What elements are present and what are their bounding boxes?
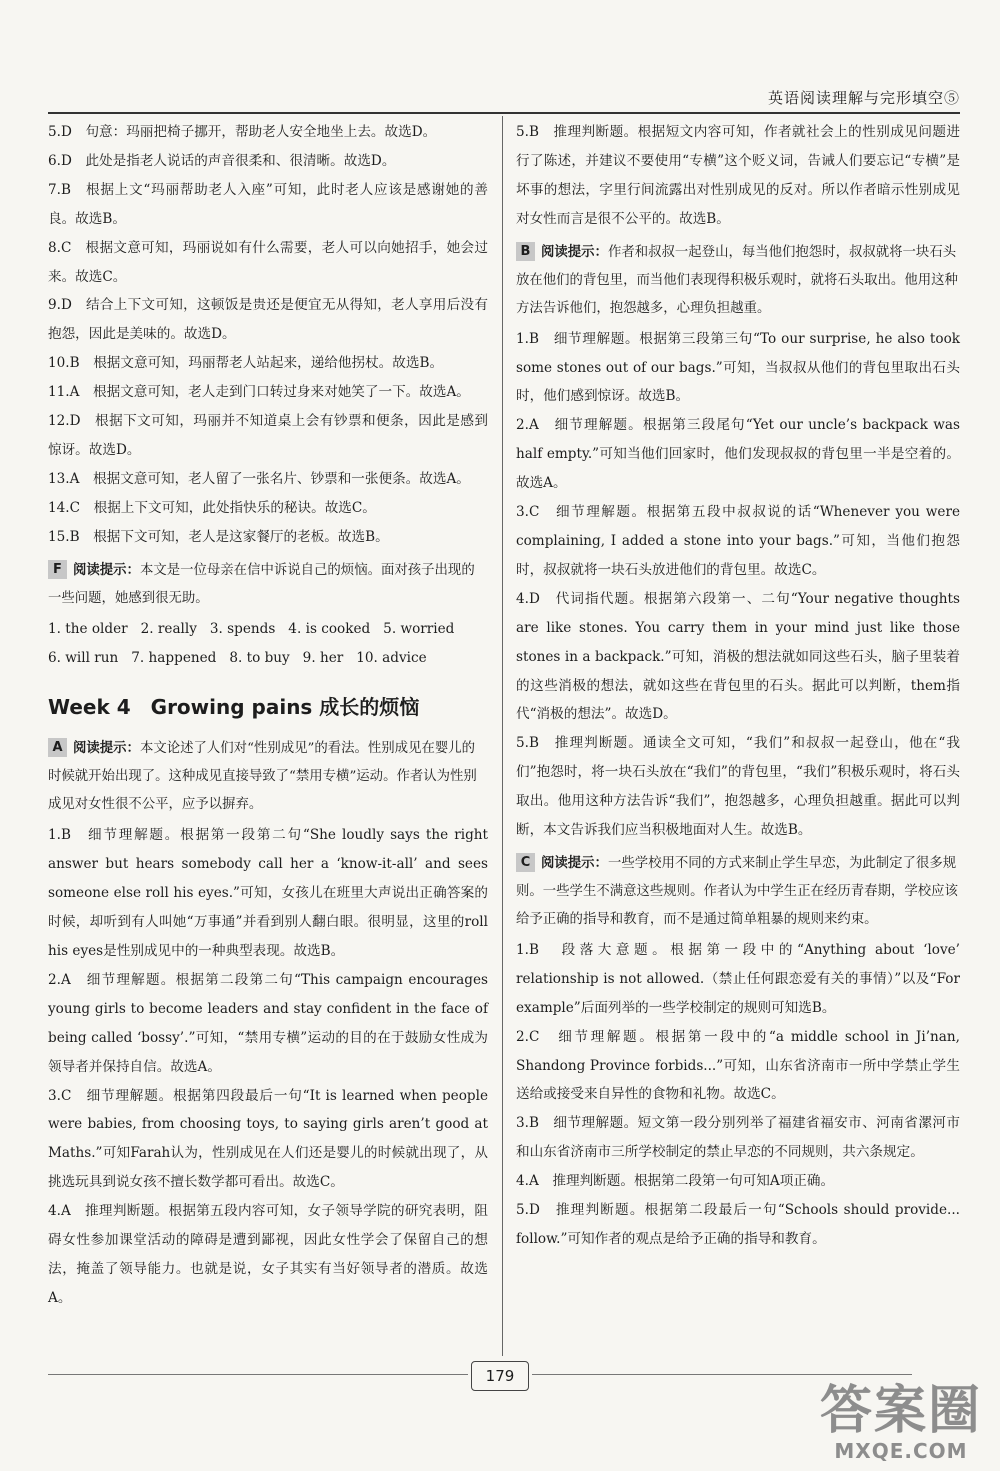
answer-item: 11.A 根据文意可知，老人走到门口转过身来对她笑了一下。故选A。 [48, 384, 470, 401]
answer-item: 1.B 段落大意题。根据第一段中的“Anything about ‘love’ relationship is not allowed.（禁止任何跟恋爱有关的事情）”以及“For example”后面列举的一些学校制定的规则可知选B。 [516, 941, 960, 1016]
answer-item: 14.C 根据上下文可知，此处指快乐的秘诀。故选C。 [48, 499, 376, 516]
site-watermark [820, 1383, 982, 1463]
answer-item: 4.A 推理判断题。根据第五段内容可知，女子领导学院的研究表明，阻碍女性参加课堂活动的障碍是遭到鄙视，因此女性学会了保留自己的想法，掩盖了领导能力。也就是说，女子其实有当好领导者的潜质。故选A。 [48, 1203, 488, 1306]
page-header [48, 82, 960, 114]
answer-item: 5.D 句意：玛丽把椅子挪开，帮助老人安全地坐上去。故选D。 [48, 124, 437, 140]
hint-label: 阅读提示： [541, 243, 608, 260]
week-heading: Week 4 Growing pains 成长的烦恼 [48, 695, 420, 720]
left-column [48, 118, 488, 1313]
section-badge-a: A [48, 738, 67, 757]
answer-item: 3.B 细节理解题。短文第一段分别列举了福建省福安市、河南省漯河市和山东省济南市三所学校制定的禁止早恋的不同规则，共六条规定。 [516, 1115, 960, 1161]
hint-label: 阅读提示： [73, 740, 140, 757]
reading-hint-f [48, 556, 488, 613]
answer-item: 1.B 细节理解题。根据第三段第三句“To our surprise, he also took some stones out of our bags.”可知，当叔叔从他们的背包里取出石头时，他们感到惊讶。故选B。 [516, 330, 960, 405]
answer-item: 4.D 代词指代题。根据第六段第一、二句“Your negative thoughts are like stones. You carry them in your mind just like those stones in a backpack.”可知，消极的想法就如同这些石头，脑子里装着的这些消极的想法，就如这些在背包里的石头。据此可以判断，them指代“消极的想法”。故选D。 [516, 590, 960, 723]
reading-hint-b [516, 238, 960, 323]
answer-item: 8.C 根据文意可知，玛丽说如有什么需要，老人可以向她招手，她会过来。故选C。 [48, 239, 488, 285]
section-badge-f: F [48, 560, 67, 579]
answer-item: 2.A 细节理解题。根据第二段第二句“This campaign encourages young girls to become leaders and stay confident in the face of being called ‘bossy’.”可知，“禁用专横”运动的目的在于鼓励女性成为领导者并保持自信。故选A。 [48, 971, 488, 1075]
reading-hint-c [516, 849, 960, 934]
page-number: 179 [471, 1361, 529, 1391]
fill-in-answers-row: 6. will run 7. happened 8. to buy 9. her 10. advice [48, 649, 427, 666]
answer-item: 5.B 推理判断题。根据短文内容可知，作者就社会上的性别成见问题进行了陈述，并建议不要使用“专横”这个贬义词，告诫人们要忘记“专横”是坏事的想法，字里行间流露出对性别成见的反对。所以作者暗示性别成见对女性而言是很不公平的。故选B。 [516, 124, 960, 227]
answer-item: 5.B 推理判断题。通读全文可知，“我们”和叔叔一起登山，他在“我们”抱怨时，将一块石头放在“我们”的背包里，“我们”积极乐观时，将石头取出。他用这种方法告诉“我们”，抱怨越多，心理负担越重。据此可以判断，本文告诉我们应当积极地面对人生。故选B。 [516, 735, 960, 839]
answer-item: 3.C 细节理解题。根据第四段最后一句“It is learned when people were babies, from choosing toys, to saying girls aren’t good at Maths.”可知Farah认为，性别成见在人们还是婴儿的时候就出现了，从挑选玩具到说女孩不擅长数学都可看出。故选C。 [48, 1087, 488, 1191]
hint-text: 作者和叔叔一起登山，每当他们抱怨时，叔叔就将一块石头放在他们的背包里，而当他们表现得积极乐观时，就将石头取出。他用这种方法告诉他们，抱怨越多，心理负担越重。 [516, 244, 958, 316]
watermark-logo-text: 答案圈 [819, 1381, 982, 1441]
answer-item: 5.D 推理判断题。根据第二段最后一句“Schools should provide... follow.”可知作者的观点是给予正确的指导和教育。 [516, 1202, 960, 1247]
answer-item: 15.B 根据下文可知，老人是这家餐厅的老板。故选B。 [48, 528, 389, 545]
book-title: 英语阅读理解与完形填空⑤ [767, 89, 960, 107]
section-badge-c: C [516, 853, 535, 872]
section-badge-b: B [516, 242, 535, 261]
answer-item: 12.D 根据下文可知，玛丽并不知道桌上会有钞票和便条，因此是感到惊讶。故选D。 [48, 413, 488, 458]
hint-text: 本文是一位母亲在信中诉说自己的烦恼。面对孩子出现的一些问题，她感到很无助。 [48, 562, 475, 606]
answer-item: 2.C 细节理解题。根据第一段中的“a middle school in Ji’nan, Shandong Province forbids...”可知，山东省济南市一所中学禁止学生送给或接受来自异性的食物和礼物。故选C。 [516, 1028, 960, 1103]
column-divider [502, 116, 503, 1356]
watermark-url: MXQE.COM [834, 1439, 968, 1463]
hint-text: 一些学校用不同的方式来制止学生早恋，为此制定了很多规则。一些学生不满意这些规则。作者认为中学生正在经历青春期，学校应该给予正确的指导和教育，而不是通过简单粗暴的规则来约束。 [516, 855, 958, 927]
answer-item: 1.B 细节理解题。根据第一段第二句“She loudly says the right answer but hears somebody call her a ‘know-it-all’ and sees someone else roll his eyes.”可知，女孩儿在班里大声说出正确答案的时候，却听到有人叫她“万事通”并看到别人翻白眼。很明显，这里的roll his eyes是性别成见中的一种典型表现。故选B。 [48, 827, 488, 960]
answer-item: 3.C 细节理解题。根据第五段中叔叔说的话“Whenever you were complaining, I added a stone into your bags.”可知，当他们抱怨时，叔叔就将一块石头放进他们的背包里。故选C。 [516, 504, 960, 578]
hint-text: 本文论述了人们对“性别成见”的看法。性别成见在婴儿的时候就开始出现了。这种成见直接导致了“禁用专横”运动。作者认为性别成见对女性很不公平，应予以摒弃。 [48, 741, 477, 813]
fill-in-answers-row: 1. the older 2. really 3. spends 4. is cooked 5. worried [48, 620, 455, 637]
answer-item: 6.D 此处是指老人说话的声音很柔和、很清晰。故选D。 [48, 152, 396, 169]
answer-item: 10.B 根据文意可知，玛丽帮老人站起来，递给他拐杖。故选B。 [48, 355, 444, 372]
hint-label: 阅读提示： [541, 854, 608, 871]
reading-hint-a [48, 734, 488, 819]
right-column [516, 118, 960, 1254]
answer-item: 4.A 推理判断题。根据第二段第一句可知A项正确。 [516, 1173, 835, 1190]
hint-label: 阅读提示： [73, 561, 140, 578]
answer-item: 13.A 根据文意可知，老人留了一张名片、钞票和一张便条。故选A。 [48, 470, 470, 487]
answer-item: 2.A 细节理解题。根据第三段尾句“Yet our uncle’s backpack was half empty.”可知当他们回家时，他们发现叔叔的背包里一半是空着的。故选A。 [516, 417, 960, 492]
answer-item: 7.B 根据上文“玛丽帮助老人入座”可知，此时老人应该是感谢她的善良。故选B。 [48, 181, 488, 227]
answer-item: 9.D 结合上下文可知，这顿饭是贵还是便宜无从得知，老人享用后没有抱怨，因此是美味的。故选D。 [48, 297, 488, 343]
